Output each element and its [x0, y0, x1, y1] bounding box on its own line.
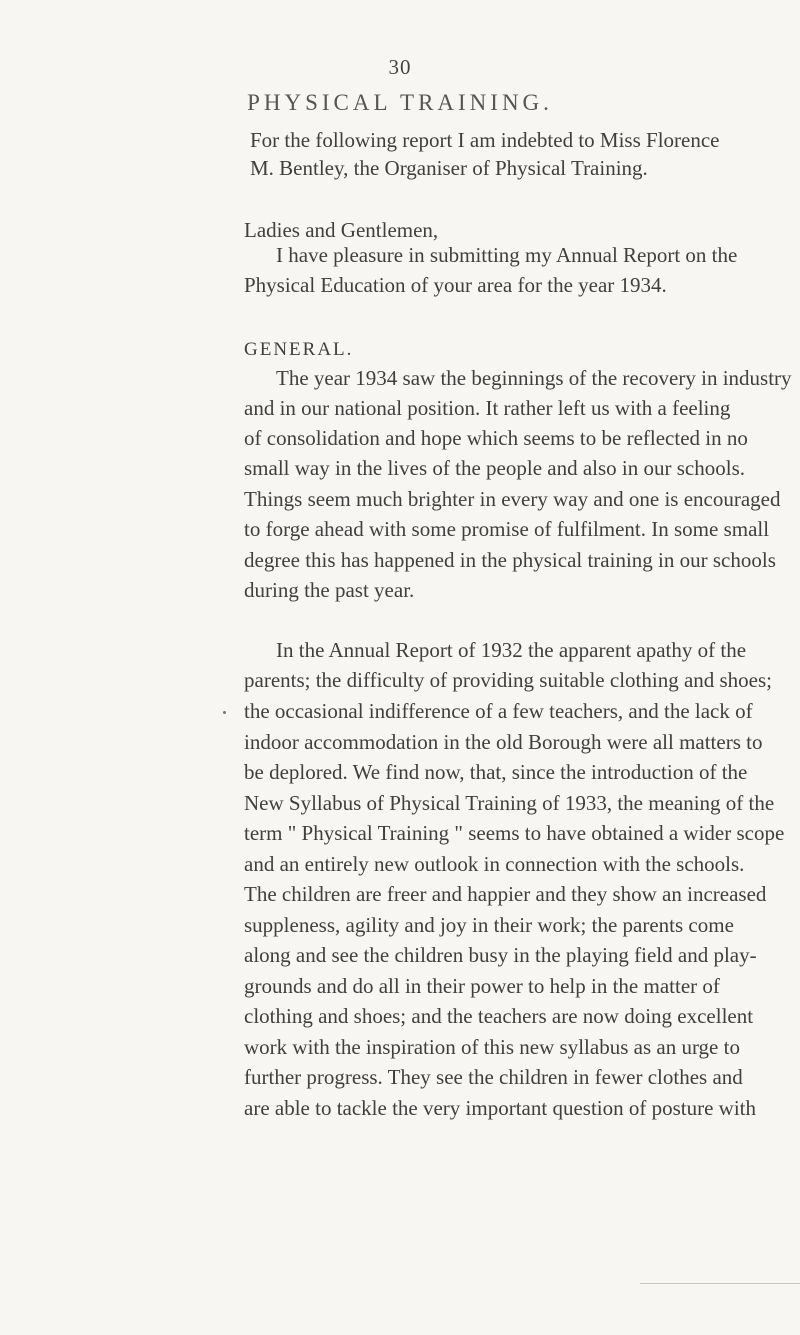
- intro-line: M. Bentley, the Organiser of Physical Training.: [250, 156, 648, 180]
- paragraph-line: during the past year.: [244, 578, 415, 602]
- paragraph-line: be deplored. We find now, that, since the introduction of the: [244, 760, 748, 784]
- section-heading: PHYSICAL TRAINING.: [247, 90, 553, 115]
- opening-line: I have pleasure in submitting my Annual Report on the: [276, 243, 738, 267]
- paragraph-line: to forge ahead with some promise of fulfilment. In some small: [244, 517, 770, 541]
- paragraph-line: term " Physical Training " seems to have obtained a wider scope: [244, 821, 785, 845]
- paragraph-line: clothing and shoes; and the teachers are now doing excellent: [244, 1004, 754, 1028]
- section-title: GENERAL.: [244, 339, 354, 360]
- paragraph-line: New Syllabus of Physical Training of 1933, the meaning of the: [244, 791, 775, 815]
- paragraph-line: grounds and do all in their power to help in the matter of: [244, 974, 720, 998]
- paragraph-line: further progress. They see the children in fewer clothes and: [244, 1065, 743, 1089]
- paragraph-line: are able to tackle the very important question of posture with: [244, 1096, 757, 1120]
- paragraph-line: degree this has happened in the physical training in our schools: [244, 548, 776, 572]
- paragraph-line: along and see the children busy in the playing field and play-: [244, 943, 757, 967]
- paragraph-line: the occasional indifference of a few teachers, and the lack of: [244, 699, 753, 723]
- paragraph-line: and an entirely new outlook in connection with the schools.: [244, 852, 745, 876]
- paragraph-line: work with the inspiration of this new syllabus as an urge to: [244, 1035, 740, 1059]
- paragraph-line: and in our national position. It rather left us with a feeling: [244, 396, 731, 420]
- paragraph-line: of consolidation and hope which seems to be reflected in no: [244, 426, 748, 450]
- page-number: 30: [388, 55, 412, 79]
- scan-edge-line: [640, 1283, 800, 1284]
- paragraph-line: In the Annual Report of 1932 the apparent apathy of the: [276, 638, 747, 662]
- salutation: Ladies and Gentlemen,: [244, 218, 439, 242]
- paragraph-line: The year 1934 saw the beginnings of the recovery in industry: [276, 366, 792, 390]
- paragraph-line: indoor accommodation in the old Borough were all matters to: [244, 730, 763, 754]
- paragraph-line: small way in the lives of the people and also in our schools.: [244, 456, 745, 480]
- paragraph-line: parents; the difficulty of providing suitable clothing and shoes;: [244, 668, 773, 692]
- paragraph-line: The children are freer and happier and they show an increased: [244, 882, 767, 906]
- opening-line: Physical Education of your area for the year 1934.: [244, 273, 667, 297]
- paragraph-line: suppleness, agility and joy in their work; the parents come: [244, 913, 734, 937]
- scan-speck: [223, 711, 226, 714]
- paragraph-line: Things seem much brighter in every way and one is encouraged: [244, 487, 781, 511]
- intro-line: For the following report I am indebted to Miss Florence: [250, 128, 720, 152]
